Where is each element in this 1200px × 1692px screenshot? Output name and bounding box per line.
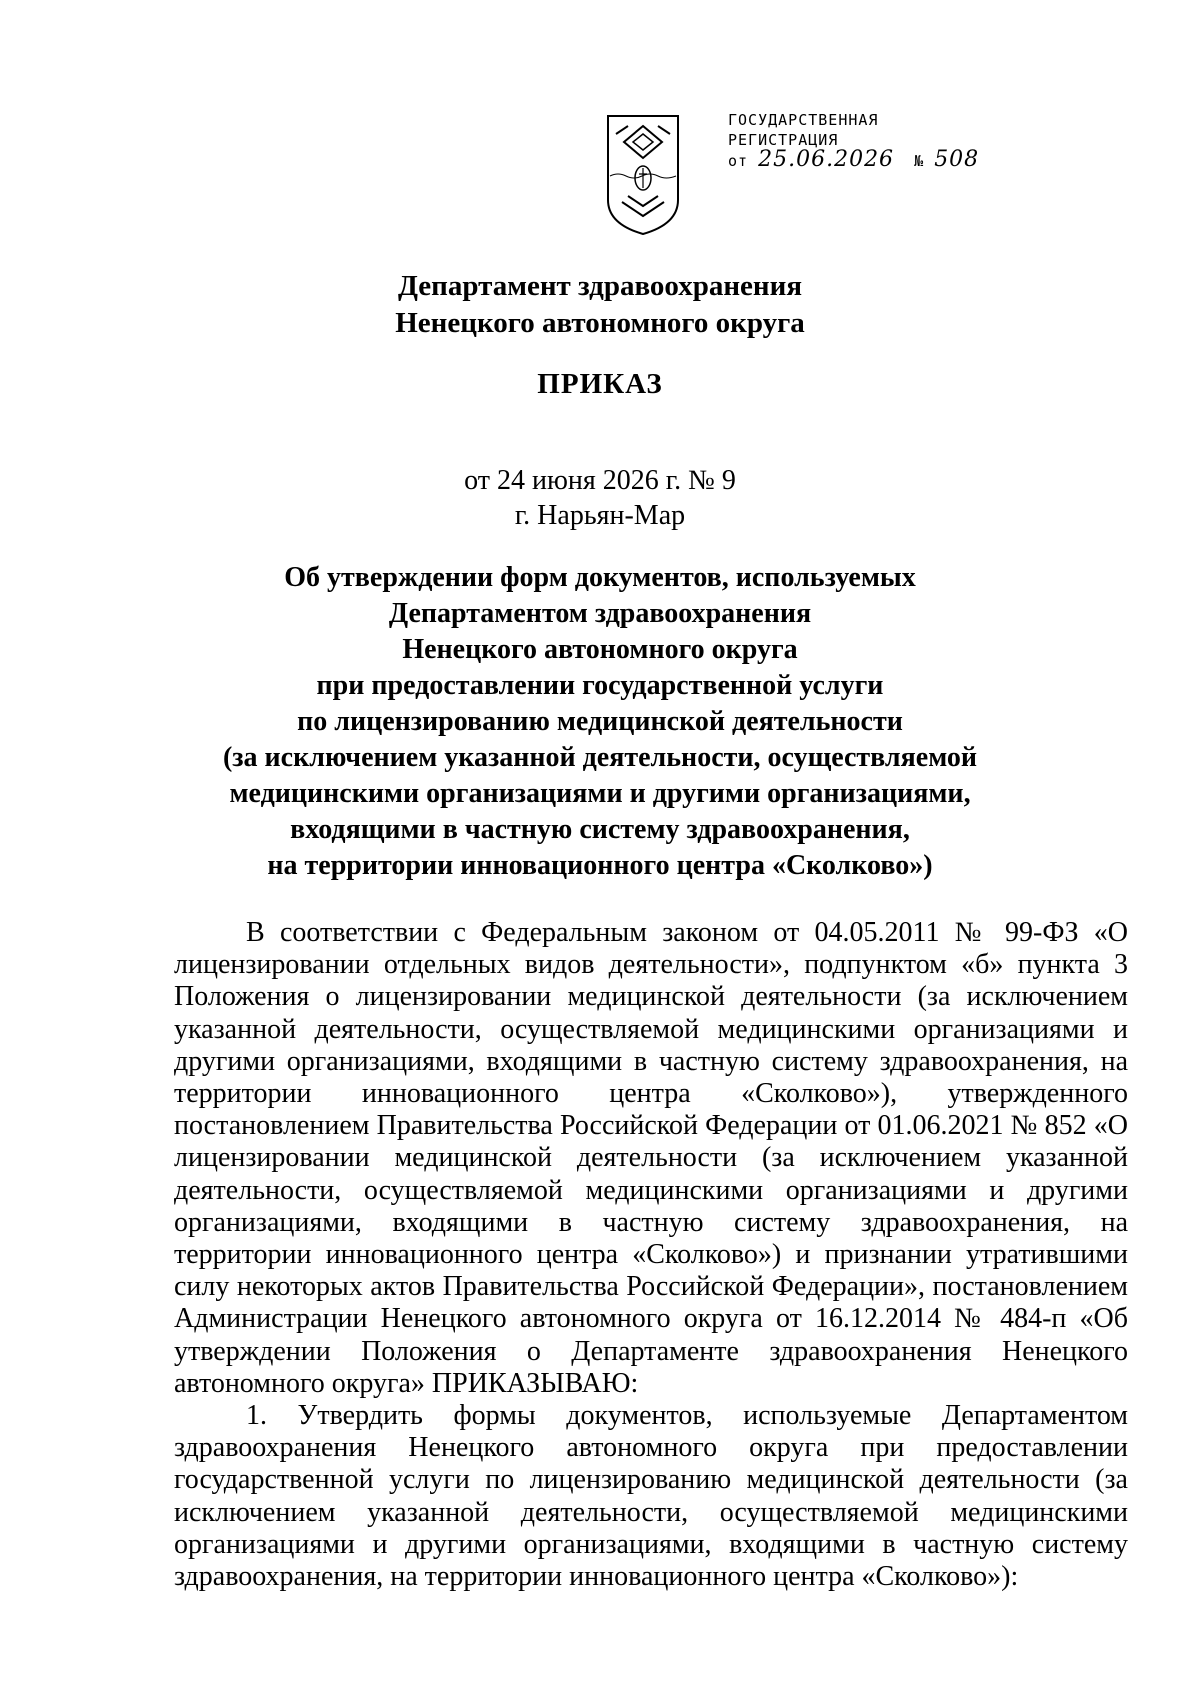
title-line: при предоставлении государственной услуги [316, 670, 884, 701]
document-date-block [0, 463, 1200, 533]
title-line: на территории инновационного центра «Сколково») [267, 850, 933, 881]
document-type: ПРИКАЗ [537, 368, 663, 400]
org-line-2: Ненецкого автономного округа [395, 307, 805, 339]
title-line: Ненецкого автономного округа [402, 634, 798, 665]
title-line: (за исключением указанной деятельности, осуществляемой [222, 742, 978, 773]
stamp-line-2: РЕГИСТРАЦИЯ [728, 131, 839, 149]
document-date: от 24 июня 2026 г. № 9 [464, 465, 736, 496]
coat-of-arms-icon [604, 112, 682, 238]
stamp-date-prefix: от [728, 152, 749, 170]
title-line: медицинскими организациями и другими организациями, [229, 778, 971, 809]
preamble-paragraph: В соответствии с Федеральным законом от 04.05.2011 № 99-ФЗ «О лицензировании отдельных видов деятельности», подпунктом «б» пункта 3 Положения о лицензировании медицинской деятельности (за исключением указанной деятельности, осуществляемой медицинскими организациями и другими организациями, входящими в частную систему здравоохранения, на территории инновационного центра «Сколково»), утвержденного постановлением Правительства Российской Федерации от 01.06.2021 № 852 «О лицензировании медицинской деятельности (за исключением указанной деятельности, осуществляемой медицинскими организациями и другими организациями, входящими в частную систему здравоохранения, на территории инновационного центра «Сколково») и признании утратившими силу некоторых актов Правительства Российской Федерации», постановлением Администрации Ненецкого автономного округа от 16.12.2014 № 484-п «Об утверждении Положения о Департаменте здравоохранения Ненецкого автономного округа» ПРИКАЗЫВАЮ: [174, 917, 1128, 1399]
title-line: Департаментом здравоохранения [388, 598, 812, 629]
stamp-number-prefix: № [914, 152, 925, 170]
document-title [0, 560, 1200, 884]
organization-name [0, 268, 1200, 342]
title-line: по лицензированию медицинской деятельности [297, 706, 903, 737]
stamp-line-3 [728, 147, 980, 172]
title-line: входящими в частную систему здравоохранения, [290, 814, 910, 845]
document-city: г. Нарьян-Мар [514, 500, 686, 531]
document-body [174, 917, 1128, 1593]
stamp-line-1: ГОСУДАРСТВЕННАЯ [728, 111, 879, 129]
title-line: Об утверждении форм документов, используемых [284, 562, 916, 593]
registration-stamp [728, 110, 979, 171]
org-line-1: Департамент здравоохранения [397, 270, 803, 302]
stamp-registration-date: 25.06.2026 [758, 147, 895, 172]
item-1-paragraph: 1. Утвердить формы документов, используемые Департаментом здравоохранения Ненецкого автономного округа при предоставлении государственной услуги по лицензированию медицинской деятельности (за исключением указанной деятельности, осуществляемой медицинскими организациями и другими организациями, входящими в частную систему здравоохранения, на территории инновационного центра «Сколково»): [174, 1400, 1128, 1593]
stamp-registration-number: 508 [934, 147, 980, 172]
